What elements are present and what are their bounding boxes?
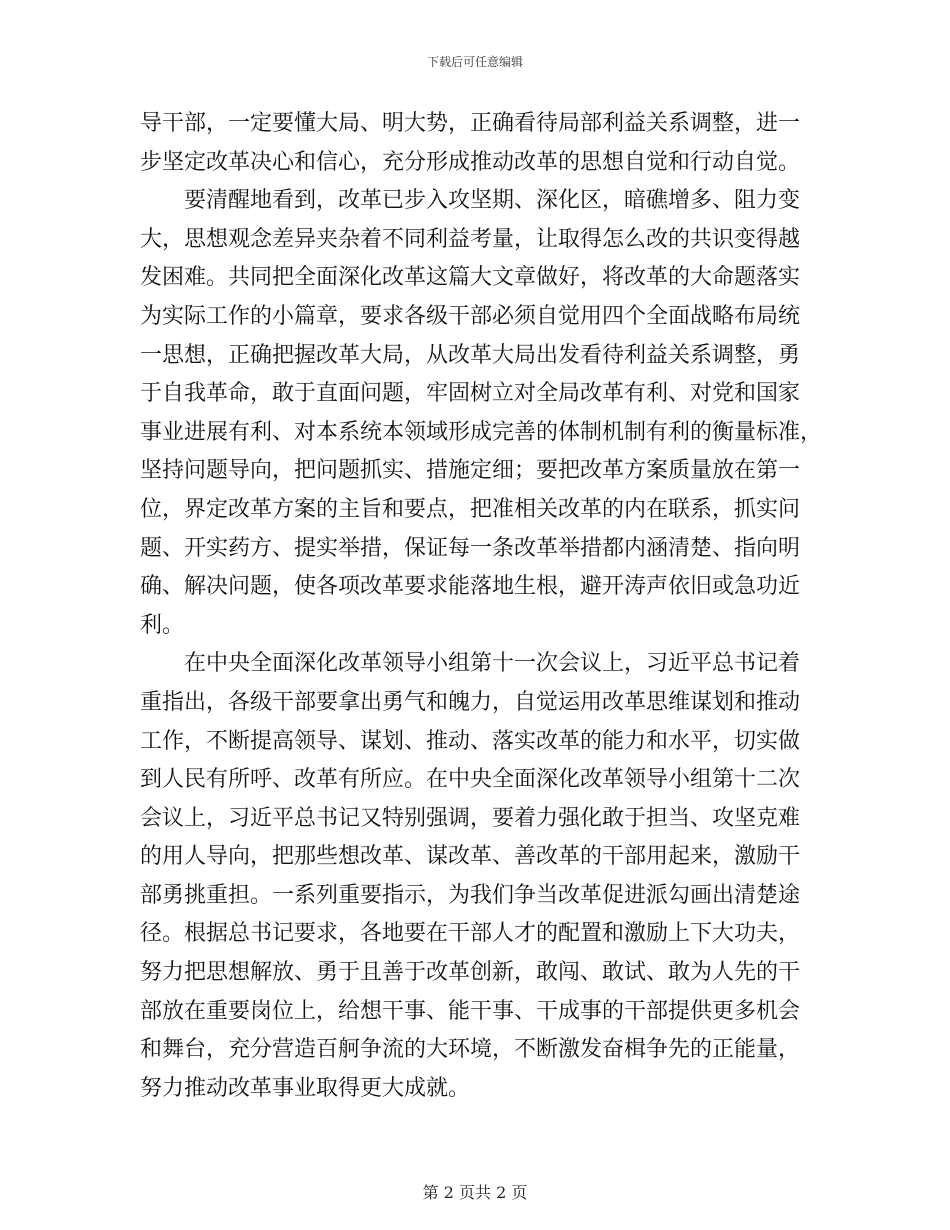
text-line: 在中央全面深化改革领导小组第十一次会议上，习近平总书记着	[140, 651, 801, 677]
text-line: 为实际工作的小篇章，要求各级干部必须自觉用四个全面战略布局统	[140, 303, 801, 329]
text-line: 题、开实药方、提实举措，保证每一条改革举措都内涵清楚、指向明	[140, 535, 801, 561]
text-line: 部放在重要岗位上，给想干事、能干事、干成事的干部提供更多机会	[140, 998, 801, 1024]
text-line: 导干部，一定要懂大局、明大势，正确看待局部利益关系调整，进一	[140, 111, 801, 136]
text-line: 步坚定改革决心和信心，充分形成推动改革的思想自觉和行动自觉。	[140, 149, 801, 175]
text-line: 努力把思想解放、勇于且善于改革创新，敢闯、敢试、敢为人先的干	[140, 960, 801, 986]
text-line: 位，界定改革方案的主旨和要点，把准相关改革的内在联系，抓实问	[140, 496, 801, 522]
document-body	[140, 105, 823, 1108]
text-line: 径。根据总书记要求，各地要在干部人才的配置和激励上下大功夫，	[140, 921, 801, 947]
text-line: 要清醒地看到，改革已步入攻坚期、深化区，暗礁增多、阻力变	[140, 188, 801, 214]
text-line: 和舞台，充分营造百舸争流的大环境，不断激发奋楫争先的正能量，	[140, 1037, 801, 1063]
page-footer	[0, 1183, 950, 1203]
text-line: 一思想，正确把握改革大局，从改革大局出发看待利益关系调整，勇	[140, 342, 801, 368]
text-line: 坚持问题导向，把问题抓实、措施定细；要把改革方案质量放在第一	[140, 458, 801, 484]
text-line: 努力推动改革事业取得更大成就。	[140, 1075, 471, 1101]
text-line: 事业进展有利、对本系统本领域形成完善的体制机制有利的衡量标准，	[140, 419, 823, 445]
text-line: 部勇挑重担。一系列重要指示，为我们争当改革促进派勾画出清楚途	[140, 882, 801, 908]
text-line: 会议上，习近平总书记又特别强调，要着力强化敢于担当、攻坚克难	[140, 805, 801, 831]
text-line: 重指出，各级干部要拿出勇气和魄力，自觉运用改革思维谋划和推动	[140, 689, 801, 715]
text-line: 确、解决问题，使各项改革要求能落地生根，避开涛声依旧或急功近	[140, 574, 801, 600]
text-line: 发困难。共同把全面深化改革这篇大文章做好，将改革的大命题落实	[140, 265, 801, 291]
text-line: 的用人导向，把那些想改革、谋改革、善改革的干部用起来，激励干	[140, 844, 801, 870]
page-number: 第 2 页共 2 页	[422, 1183, 528, 1202]
text-line: 利。	[140, 612, 185, 638]
text-line: 于自我革命，敢于直面问题，牢固树立对全局改革有利、对党和国家	[140, 381, 801, 407]
text-line: 工作，不断提高领导、谋划、推动、落实改革的能力和水平，切实做	[140, 728, 801, 754]
text-line: 大，思想观念差异夹杂着不同利益考量，让取得怎么改的共识变得越	[140, 226, 801, 252]
page-header	[0, 54, 950, 70]
header-text: 下载后可任意编辑	[426, 55, 523, 69]
text-line: 到人民有所呼、改革有所应。在中央全面深化改革领导小组第十二次	[140, 767, 801, 793]
